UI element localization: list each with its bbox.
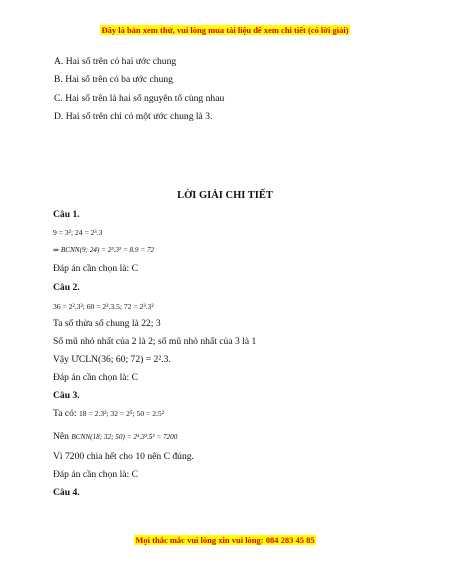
q3-line-1: Ta có: 18 = 2.3²; 32 = 2⁵; 50 = 2.5² xyxy=(53,408,165,419)
option-c: C. Hai số trên là hai số nguyên tố cùng nhau xyxy=(54,93,225,104)
q2-line-3: Số mũ nhỏ nhất của 2 là 2; số mũ nhỏ nhất của 3 là 1 xyxy=(53,336,257,347)
solution-title: LỜI GIẢI CHI TIẾT xyxy=(177,190,273,201)
q1-math-2: ⇒ BCNN(9; 24) = 2³.3² = 8.9 = 72 xyxy=(53,246,155,254)
q2-math-1: 36 = 2².3²; 60 = 2².3.5; 72 = 2³.3² xyxy=(53,302,154,311)
option-d: D. Hai số trên chỉ có một ước chung là 3. xyxy=(54,111,213,122)
q3-heading: Câu 3. xyxy=(53,390,80,401)
preview-banner: Đây là bản xem thử, vui lòng mua tài liệu để xem chi tiết (có lời giải) xyxy=(101,25,349,35)
q2-line-2: Ta số thừa số chung là 22; 3 xyxy=(53,318,161,329)
q1-answer: Đáp án cần chọn là: C xyxy=(53,263,138,274)
q2-line-4: Vậy ƯCLN(36; 60; 72) = 2².3. xyxy=(53,354,171,365)
q1-math-1: 9 = 3²; 24 = 2³.3 xyxy=(53,228,103,237)
q3-answer: Đáp án cần chọn là: C xyxy=(53,469,138,480)
q3-math-1: 18 = 2.3²; 32 = 2⁵; 50 = 2.5² xyxy=(78,409,165,418)
option-b: B. Hai số trên có ba ước chung xyxy=(54,74,173,85)
q1-heading: Câu 1. xyxy=(53,209,80,220)
q3-line-2: Nên BCNN(18; 32; 50) = 2⁵.3².5² = 7200 xyxy=(53,431,178,442)
q2-answer: Đáp án cần chọn là: C xyxy=(53,372,138,383)
q3-math-2: BCNN(18; 32; 50) = 2⁵.3².5² = 7200 xyxy=(71,433,178,441)
option-a: A. Hai số trên có hai ước chung xyxy=(54,56,177,67)
q2-heading: Câu 2. xyxy=(53,282,80,293)
q3-line-3: Vì 7200 chia hết cho 10 nên C đúng. xyxy=(53,451,194,462)
q4-heading: Câu 4. xyxy=(53,487,80,498)
contact-banner: Mọi thắc mắc vui lòng xin vui lòng: 084 283 45 85 xyxy=(135,535,315,545)
